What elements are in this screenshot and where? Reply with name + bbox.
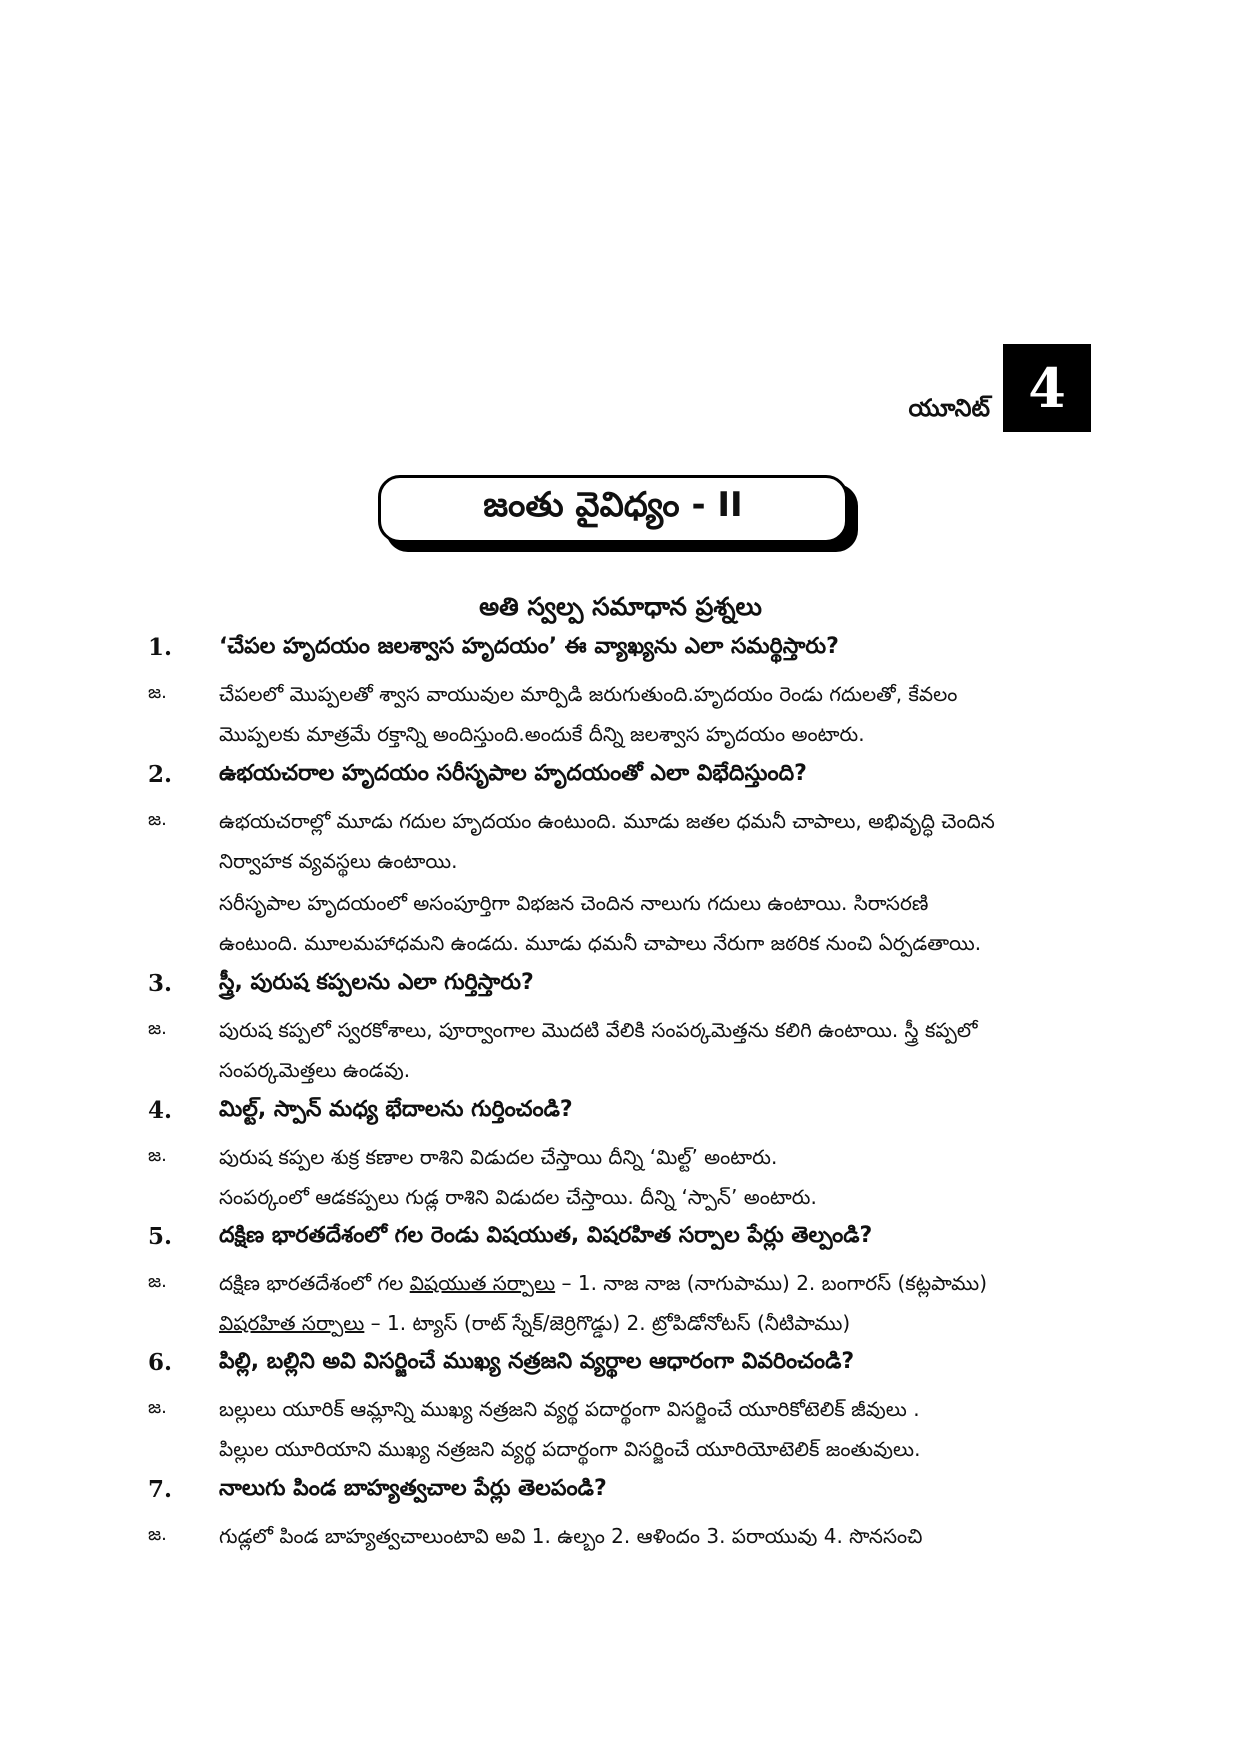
answer-text: – 1. ట్యాస్ (రాట్ స్నేక్/జెర్రిగొడ్డు) 2. ట్రోపిడోనోటస్ (నీటిపాము) — [364, 1311, 851, 1335]
question-number: 7. — [148, 1476, 173, 1503]
answer-line: పురుష కప్పల శుక్ర కణాల రాశిని విడుదల చేస్తాయి దీన్ని ‘మిల్ట్’ అంటారు. — [219, 1145, 778, 1169]
answer-marker: జ. — [148, 1018, 167, 1039]
chapter-title: జంతు వైవిధ్యం - II — [378, 475, 848, 543]
answer-line: సరీసృపాల హృదయంలో అసంపూర్తిగా విభజన చెందిన నాలుగు గదులు ఉంటాయి. సిరాసరణి — [219, 891, 929, 915]
answer-marker: జ. — [148, 1524, 167, 1545]
question-number: 1. — [148, 634, 173, 661]
question-number: 3. — [148, 970, 173, 997]
section-title: అతి స్వల్ప సమాధాన ప్రశ్నలు — [479, 592, 762, 621]
answer-marker: జ. — [148, 682, 167, 703]
question-number: 2. — [148, 761, 173, 788]
answer-marker: జ. — [148, 1271, 167, 1292]
answer-line: బల్లులు యూరిక్ ఆమ్లాన్ని ముఖ్య నత్రజని వ్యర్థ పదార్థంగా విసర్జించే యూరికోటెలిక్ జీవులు . — [219, 1397, 920, 1421]
answer-line: గుడ్లలో పిండ బాహ్యత్వచాలుంటావి అవి 1. ఉల్బం 2. ఆళిందం 3. పరాయువు 4. సొనసంచి — [219, 1524, 923, 1548]
answer-line: చేపలలో మొప్పలతో శ్వాస వాయువుల మార్పిడి జరుగుతుంది.హృదయం రెండు గదులతో, కేవలం — [219, 682, 958, 706]
answer-line: సంపర్కంలో ఆడకప్పలు గుడ్ల రాశిని విడుదల చేస్తాయి. దీన్ని ‘స్పాన్’ అంటారు. — [219, 1185, 817, 1209]
question-number: 5. — [148, 1223, 173, 1250]
question-text: స్త్రీ, పురుష కప్పలను ఎలా గుర్తిస్తారు? — [219, 970, 534, 995]
unit-number-box: 4 — [1003, 344, 1091, 432]
question-text: మిల్ట్, స్పాన్ మధ్య భేదాలను గుర్తించండి? — [219, 1097, 573, 1122]
answer-marker: జ. — [148, 1397, 167, 1418]
answer-line: ఉభయచరాల్లో మూడు గదుల హృదయం ఉంటుంది. మూడు జతల ధమనీ చాపాలు, అభివృద్ధి చెందిన — [219, 809, 995, 833]
question-number: 6. — [148, 1349, 173, 1376]
question-text: ఉభయచరాల హృదయం సరీసృపాల హృదయంతో ఎలా విభేదిస్తుంది? — [219, 761, 807, 786]
answer-line: ఉంటుంది. మూలమహాధమని ఉండదు. మూడు ధమనీ చాపాలు నేరుగా జఠరిక నుంచి ఏర్పడతాయి. — [219, 931, 982, 955]
answer-marker: జ. — [148, 809, 167, 830]
answer-marker: జ. — [148, 1145, 167, 1166]
underlined-term: విషరహిత సర్పాలు — [219, 1311, 365, 1335]
underlined-term: విషయుత సర్పాలు — [409, 1271, 556, 1295]
answer-text: – 1. నాజ నాజ (నాగుపాము) 2. బంగారస్ (కట్లపాము) — [555, 1271, 988, 1295]
answer-line: మొప్పలకు మాత్రమే రక్తాన్ని అందిస్తుంది.అందుకే దీన్ని జలశ్వాస హృదయం అంటారు. — [219, 722, 865, 746]
question-number: 4. — [148, 1097, 173, 1124]
answer-line — [219, 1271, 1099, 1300]
question-text: ‘చేపల హృదయం జలశ్వాస హృదయం’ ఈ వ్యాఖ్యను ఎలా సమర్థిస్తారు? — [219, 634, 839, 659]
answer-line: పురుష కప్పలో స్వరకోశాలు, పూర్వాంగాల మొదటి వేలికి సంపర్కమెత్తను కలిగి ఉంటాయి. స్త్రీ కప్పలో — [219, 1018, 978, 1042]
answer-line: పిల్లుల యూరియాని ముఖ్య నత్రజని వ్యర్థ పదార్థంగా విసర్జించే యూరియోటెలిక్ జంతువులు. — [219, 1437, 921, 1461]
answer-line: సంపర్కమెత్తలు ఉండవు. — [219, 1058, 411, 1082]
answer-line: నిర్వాహక వ్యవస్థలు ఉంటాయి. — [219, 849, 458, 873]
answer-text: దక్షిణ భారతదేశంలో గల — [219, 1271, 410, 1295]
answer-line — [219, 1311, 1099, 1340]
question-text: పిల్లి, బల్లిని అవి విసర్జించే ముఖ్య నత్రజని వ్యర్థాల ఆధారంగా వివరించండి? — [219, 1349, 855, 1374]
question-text: నాలుగు పిండ బాహ్యత్వచాల పేర్లు తెలపండి? — [219, 1476, 607, 1501]
question-text: దక్షిణ భారతదేశంలో గల రెండు విషయుత, విషరహిత సర్పాల పేర్లు తెల్పండి? — [219, 1223, 873, 1248]
unit-label: యూనిట్ — [908, 394, 990, 422]
